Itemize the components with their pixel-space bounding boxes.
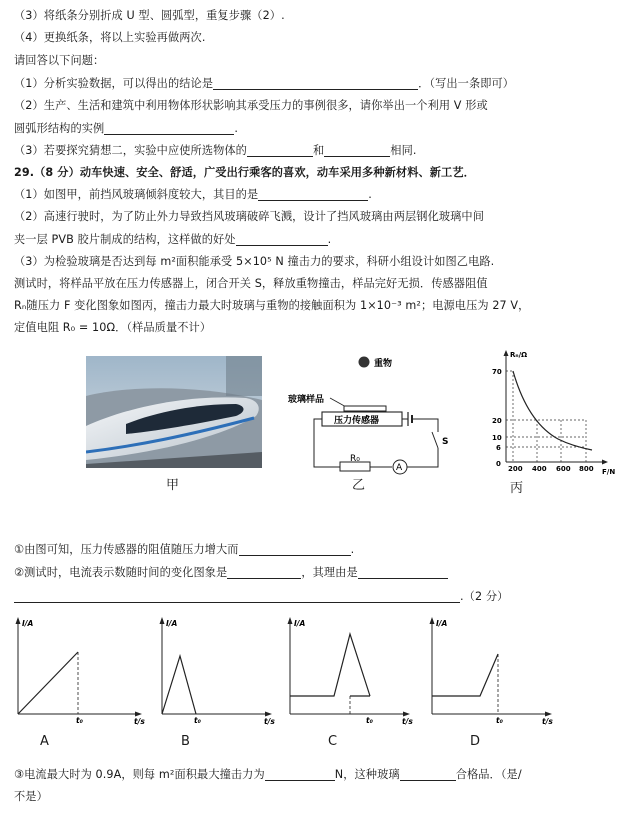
- sub3-suffix: 合格品．（是/: [455, 768, 522, 781]
- resistance-force-graph: [478, 346, 618, 476]
- sub3-middle: N，这种玻璃: [334, 768, 400, 781]
- answer-blank[interactable]: [358, 567, 448, 579]
- answer-blank[interactable]: [247, 145, 313, 157]
- text-line-q3: [14, 144, 417, 157]
- sub2-suffix: .（2 分）: [460, 590, 509, 603]
- figure-label-jia: 甲: [166, 478, 180, 493]
- sub1-prompt: ①由图可知，压力传感器的阻值随压力增大而: [14, 543, 239, 556]
- y-tick: 70: [492, 368, 502, 376]
- figure-label-bing: 丙: [510, 481, 524, 496]
- q1-suffix: ．（写出一条即可）: [418, 77, 515, 90]
- text-line-q1: [14, 77, 514, 90]
- svg-text:I/A: I/A: [22, 619, 34, 628]
- q29-1-suffix: .: [368, 188, 372, 201]
- text-line-29-3b: 测试时，将样品平放在压力传感器上，闭合开关 S，释放重物撞击，样品完好无损．传感器阻值: [14, 277, 488, 290]
- sub2-middle: ，其理由是: [301, 566, 358, 579]
- option-c-graph: [288, 617, 414, 726]
- x-tick: 400: [532, 465, 547, 473]
- text-line-step4: （4）更换纸条，将以上实验再做两次.: [14, 31, 206, 44]
- y-tick: 10: [492, 434, 502, 442]
- option-c-label[interactable]: C: [328, 734, 338, 749]
- graph-x-label: F/N: [602, 468, 616, 476]
- graph-y-label: Rₙ/Ω: [510, 351, 528, 359]
- text-line-29-2-cont: [14, 233, 331, 246]
- glass-sample-label: 玻璃样品: [288, 395, 325, 405]
- train-photo: [86, 356, 262, 468]
- q1-prompt: （1）分析实验数据，可以得出的结论是: [14, 77, 214, 90]
- answer-blank[interactable]: [239, 544, 351, 556]
- text-line-sub2-cont: [14, 590, 508, 603]
- text-line-29-3c: Rₙ随压力 F 变化图象如图丙，撞击力最大时玻璃与重物的接触面积为 1×10⁻³ m²；电源电压为 27 V，: [14, 299, 530, 312]
- q2-suffix: .: [234, 122, 238, 135]
- text-line-step3: （3）将纸条分别折成 U 型、圆弧型，重复步骤（2）.: [14, 9, 285, 22]
- q2-prompt: 圆弧形结构的实例: [14, 122, 105, 135]
- sub3-prompt: ③电流最大时为 0.9A，则每 m²面积最大撞击力为: [14, 768, 265, 781]
- ammeter-label: A: [396, 463, 403, 473]
- text-line-sub3: [14, 768, 522, 781]
- text-line-sub3-cont: 不是）: [14, 790, 48, 803]
- answer-blank[interactable]: [236, 234, 328, 246]
- answer-blank[interactable]: [213, 78, 418, 90]
- q3-prompt: （3）若要探究猜想二，实验中应使所选物体的: [14, 144, 247, 157]
- r0-label: R₀: [350, 454, 360, 464]
- svg-text:t₀: t₀: [194, 716, 201, 725]
- switch: [432, 432, 438, 448]
- answer-blank[interactable]: [265, 769, 335, 781]
- resistance-curve: [513, 371, 592, 450]
- weight-label: 重物: [374, 359, 393, 369]
- svg-text:I/A: I/A: [166, 619, 178, 628]
- answer-blank[interactable]: [258, 189, 368, 201]
- switch-label: S: [442, 437, 449, 447]
- svg-text:t₀: t₀: [496, 716, 503, 725]
- svg-text:I/A: I/A: [294, 619, 306, 628]
- answer-blank[interactable]: [324, 145, 390, 157]
- text-line-sub1: [14, 543, 354, 556]
- y-tick: 0: [496, 460, 501, 468]
- q29-2-prompt: 夹一层 PVB 胶片制成的结构，这样做的好处: [14, 233, 236, 246]
- q29-1-prompt: （1）如图甲，前挡风玻璃倾斜度较大，其目的是: [14, 188, 259, 201]
- y-tick: 6: [496, 444, 501, 452]
- text-line-29-2: （2）高速行驶时，为了防止外力导致挡风玻璃破碎飞溅，设计了挡风玻璃由两层钢化玻璃中间: [14, 210, 485, 223]
- text-line-29-3: （3）为检验玻璃是否达到每 m²面积能承受 5×10⁵ N 撞击力的要求，科研小组设计如图乙电路.: [14, 255, 495, 268]
- sensor-label: 压力传感器: [334, 416, 380, 426]
- answer-blank[interactable]: [400, 769, 456, 781]
- svg-text:t/s: t/s: [134, 717, 145, 726]
- q3-suffix: 相同.: [390, 144, 417, 157]
- text-line-29-1: [14, 188, 372, 201]
- figure-label-yi: 乙: [352, 478, 366, 493]
- text-line-q2: （2）生产、生活和建筑中利用物体形状影响其承受压力的事例很多，请你举出一个利用 V 形或: [14, 99, 488, 112]
- option-a-graph: [16, 617, 146, 726]
- x-tick: 200: [508, 465, 523, 473]
- q3-middle: 和: [312, 144, 325, 157]
- svg-text:t/s: t/s: [402, 717, 413, 726]
- option-b-label[interactable]: B: [181, 734, 190, 749]
- option-graphs: [10, 614, 610, 754]
- x-tick: 800: [579, 465, 594, 473]
- x-tick: 600: [556, 465, 571, 473]
- sub1-suffix: .: [350, 543, 355, 556]
- svg-text:t₀: t₀: [366, 716, 373, 725]
- text-line-instruction: 请回答以下问题：: [14, 54, 105, 67]
- option-a-label[interactable]: A: [40, 734, 49, 749]
- svg-text:I/A: I/A: [436, 619, 448, 628]
- sub2-prompt: ②测试时，电流表示数随时间的变化图象是: [14, 566, 228, 579]
- circuit-diagram: [286, 352, 456, 482]
- question-29-heading: 29.（8 分）动车快速、安全、舒适，广受出行乘客的喜欢，动车采用多种新材料、新工艺．: [14, 166, 475, 179]
- text-line-q2-cont: [14, 122, 238, 135]
- option-d-graph: [430, 617, 554, 726]
- text-line-sub2: [14, 566, 448, 579]
- svg-text:t/s: t/s: [542, 717, 553, 726]
- answer-blank[interactable]: [14, 591, 460, 603]
- q29-2-suffix: .: [327, 233, 332, 246]
- option-d-label[interactable]: D: [470, 734, 481, 749]
- svg-text:t/s: t/s: [264, 717, 275, 726]
- y-tick: 20: [492, 417, 502, 425]
- option-b-graph: [160, 617, 276, 726]
- answer-blank[interactable]: [104, 123, 234, 135]
- svg-text:t₀: t₀: [76, 716, 83, 725]
- answer-blank[interactable]: [227, 567, 301, 579]
- text-line-29-3d: 定值电阻 R₀ = 10Ω．（样品质量不计）: [14, 321, 212, 334]
- weight-ball: [359, 357, 370, 368]
